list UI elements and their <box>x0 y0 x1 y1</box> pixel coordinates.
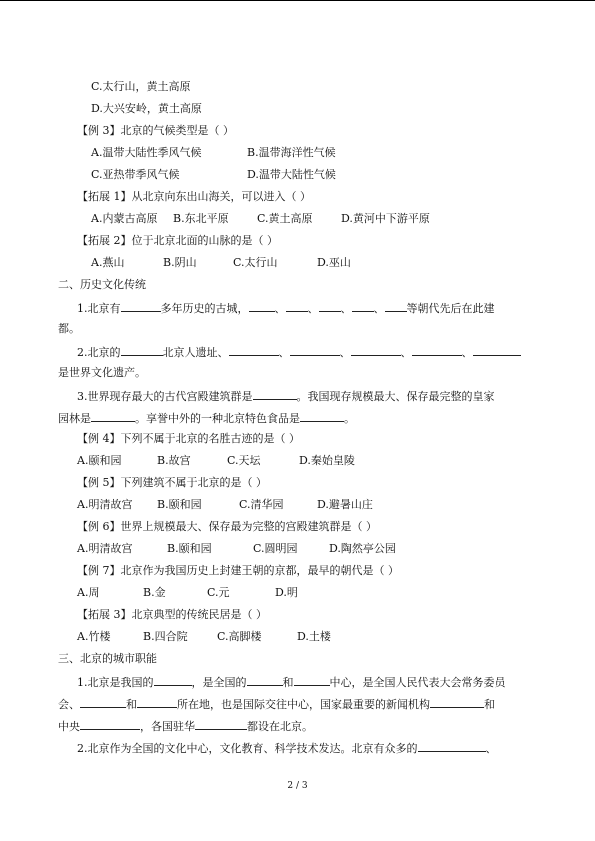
blank[interactable] <box>154 674 192 686</box>
fill-blank-4: 1.北京是我国的 ，是全国的 和 中心，是全国人民代表大会常务委员 <box>77 676 506 689</box>
blank[interactable] <box>80 718 140 730</box>
option: A.明清故宫 <box>77 498 133 511</box>
option: D.秦始皇陵 <box>299 454 355 467</box>
option: D.黄河中下游平原 <box>341 212 430 225</box>
fill-blank-4-cont: 会、 和 所在地，也是国际交往中心，国家最重要的新闻机构 和 <box>58 698 495 711</box>
blank[interactable] <box>385 300 407 312</box>
fill-blank-3: 3.世界现存最大的古代宫殿建筑群是 。我国现存规模最大、保存最完整的皇家 <box>77 390 495 403</box>
extension-3-options <box>77 630 331 644</box>
blank[interactable] <box>352 300 374 312</box>
blank[interactable] <box>473 344 521 356</box>
blank[interactable] <box>121 300 161 312</box>
example-3-options-row1 <box>91 146 336 160</box>
blank[interactable] <box>430 696 484 708</box>
extension-1-options <box>91 212 430 226</box>
option: D.避暑山庄 <box>317 498 373 511</box>
option: B.东北平原 <box>173 212 229 225</box>
fill-blank-3-cont: 园林是 。享誉中外的一种北京特色食品是 。 <box>58 412 355 425</box>
blank[interactable] <box>412 344 462 356</box>
blank[interactable] <box>249 300 275 312</box>
blank[interactable] <box>300 410 344 422</box>
option: B.阴山 <box>163 256 197 269</box>
fill-blank-1-cont: 都。 <box>58 322 80 335</box>
option-c-line: C.太行山，黄土高原 <box>91 80 191 93</box>
example-4-question: 【例 4】下列不属于北京的名胜古迹的是（ ） <box>77 432 300 445</box>
example-7-options <box>77 586 298 600</box>
option: B.故宫 <box>157 454 191 467</box>
blank[interactable] <box>351 344 401 356</box>
option: D.明 <box>275 586 298 599</box>
extension-2-question: 【拓展 2】位于北京北面的山脉的是（ ） <box>77 234 278 247</box>
section-3-heading: 三、北京的城市职能 <box>58 652 157 665</box>
option: D.土楼 <box>297 630 331 643</box>
option: B.温带海洋性气候 <box>247 146 336 159</box>
blank[interactable] <box>229 344 279 356</box>
option: B.金 <box>143 586 166 599</box>
option: A.内蒙古高原 <box>91 212 158 225</box>
fill-blank-2-cont: 是世界文化遗产。 <box>58 366 146 379</box>
blank[interactable] <box>319 300 341 312</box>
option: C.高脚楼 <box>217 630 262 643</box>
option: B.颐和园 <box>157 498 202 511</box>
blank[interactable] <box>253 388 297 400</box>
option: D.温带大陆性气候 <box>247 168 336 181</box>
option: B.四合院 <box>143 630 188 643</box>
option: A.周 <box>77 586 100 599</box>
option: C.太行山 <box>233 256 278 269</box>
extension-2-options <box>91 256 351 270</box>
option: A.温带大陆性季风气候 <box>91 146 202 159</box>
blank[interactable] <box>418 740 486 752</box>
example-6-options <box>77 542 396 556</box>
option: C.天坛 <box>227 454 261 467</box>
option: A.竹楼 <box>77 630 111 643</box>
fill-blank-4-cont2: 中央 ，各国驻华 都设在北京。 <box>58 720 313 733</box>
example-6-question: 【例 6】世界上规模最大、保存最为完整的宫殿建筑群是（ ） <box>77 520 377 533</box>
fill-blank-1: 1.北京有 多年历史的古城， 、 、 、 、 等朝代先后在此建 <box>77 302 495 315</box>
page-number: 2 / 3 <box>287 781 308 791</box>
extension-3-question: 【拓展 3】北京典型的传统民居是（ ） <box>77 608 267 621</box>
header-rule <box>0 0 595 1</box>
section-2-heading: 二、历史文化传统 <box>58 278 146 291</box>
option: C.圆明园 <box>253 542 298 555</box>
blank[interactable] <box>91 410 135 422</box>
option: C.清华园 <box>239 498 284 511</box>
blank[interactable] <box>121 344 163 356</box>
extension-1-question: 【拓展 1】从北京向东出山海关，可以进入（ ） <box>77 190 311 203</box>
option: D.巫山 <box>317 256 351 269</box>
option: B.颐和园 <box>167 542 212 555</box>
fill-blank-2: 2.北京的 北京人遗址、 、 、 、 、 <box>77 344 521 360</box>
option: C.黄土高原 <box>257 212 313 225</box>
blank[interactable] <box>247 674 283 686</box>
example-5-options <box>77 498 373 512</box>
option: A.明清故宫 <box>77 542 133 555</box>
option: C.亚热带季风气候 <box>91 168 180 181</box>
example-3-options-row2 <box>91 168 336 182</box>
example-4-options <box>77 454 355 468</box>
option: A.燕山 <box>91 256 125 269</box>
option: C.元 <box>207 586 230 599</box>
option-d-line: D.大兴安岭，黄土高原 <box>91 102 202 115</box>
blank[interactable] <box>290 344 340 356</box>
example-5-question: 【例 5】下列建筑不属于北京的是（ ） <box>77 476 267 489</box>
blank[interactable] <box>294 674 330 686</box>
blank[interactable] <box>137 696 177 708</box>
example-7-question: 【例 7】北京作为我国历史上封建王朝的京都，最早的朝代是（ ） <box>77 564 399 577</box>
option: D.陶然亭公园 <box>329 542 396 555</box>
option: A.颐和园 <box>77 454 122 467</box>
blank[interactable] <box>80 696 126 708</box>
fill-blank-5: 2.北京作为全国的文化中心，文化教育、科学技术发达。北京有众多的 、 <box>77 742 497 755</box>
blank[interactable] <box>286 300 308 312</box>
example-3-question: 【例 3】北京的气候类型是（ ） <box>77 124 234 137</box>
blank[interactable] <box>195 718 247 730</box>
